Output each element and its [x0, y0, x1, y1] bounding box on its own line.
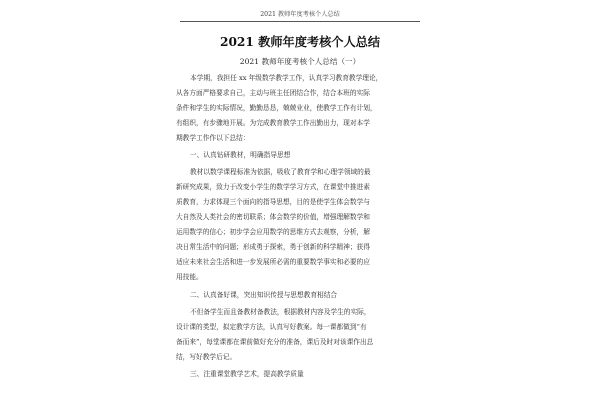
paragraph-line: 新研究成果，致力于改变小学生的数学学习方式，在课堂中推进素: [176, 183, 370, 191]
running-header: 2021 教师年度考核个人总结: [260, 11, 340, 18]
paragraph-line: 适应未来社会生活和进一步发展所必需的重要数学事实和必要的应: [176, 258, 370, 266]
header-rule: [180, 21, 420, 22]
paragraph-line: 设计课的类型，拟定教学方法，认真写好教案。每一课都做到“有: [176, 323, 367, 331]
paragraph-line: 决日常生活中的问题；形成勇于探索，勇于创新的科学精神；获得: [176, 243, 370, 251]
section-heading-3: 三、注重课堂教学艺术，提高教学质量: [190, 370, 304, 378]
section-heading-1: 一、认真钻研教材，明确指导思想: [190, 151, 291, 159]
paragraph-line: 有组织，有步骤地开展。为完成教育教学工作出勤出力，现对本学: [176, 119, 370, 127]
paragraph-line: 备而来”，每堂课都在课前做好充分的准备，课后及时对该课作出总: [176, 338, 374, 346]
section-heading-2: 二、认真备好课，突出知识传授与思想教育相结合: [190, 291, 338, 299]
paragraph-line: 条件和学生的实际情况，勤勤恳恳，兢兢业业，使教学工作有计划，: [176, 104, 377, 112]
document-title: 2021 教师年度考核个人总结: [219, 35, 381, 49]
paragraph-line: 期教学工作作以下总结：: [176, 134, 250, 142]
paragraph-line: 本学期，我担任 xx 年级数学教学工作，认真学习教育教学理论，: [190, 74, 383, 82]
paragraph-line: 运用数学的信心；初步学会应用数学的思维方式去观察，分析，解: [176, 228, 370, 236]
document-subtitle: 2021 教师年度考核个人总结（一）: [239, 57, 361, 66]
paragraph-line: 用技能。: [176, 273, 203, 281]
paragraph-line: 大自然及人类社会的密切联系；体会数学的价值，增强理解数学和: [176, 213, 370, 221]
paragraph-line: 教材以数学课程标准为依据，吸收了教育学和心理学领域的最: [190, 168, 371, 176]
paragraph-line: 不但备学生而且备教材备教法，根据教材内容及学生的实际，: [190, 308, 371, 316]
paragraph-line: 质教育，力求体现三个面向的指导思想，目的是使学生体会数学与: [176, 198, 370, 206]
paragraph-line: 从各方面严格要求自己，主动与班主任团结合作，结合本班的实际: [176, 89, 370, 97]
paragraph-line: 结，写好教学后记。: [176, 353, 237, 361]
